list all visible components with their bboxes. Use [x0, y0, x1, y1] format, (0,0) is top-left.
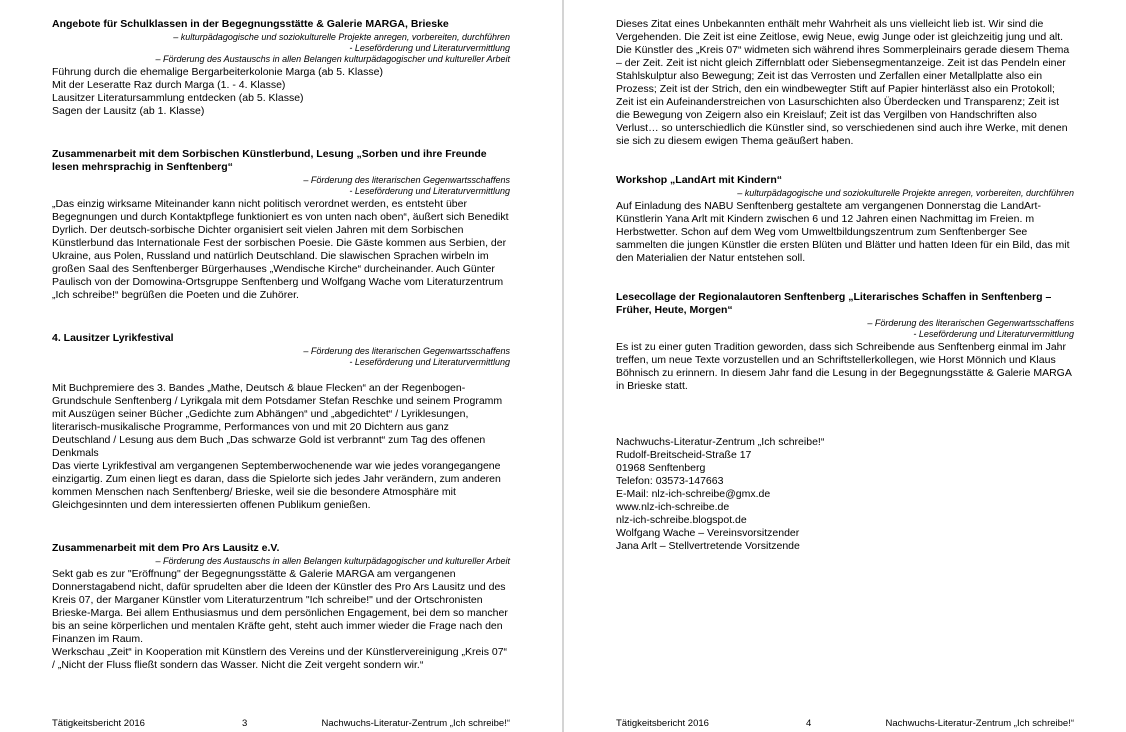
- section-heading: 4. Lausitzer Lyrikfestival: [52, 332, 174, 344]
- section-body: Sekt gab es zur "Eröffnung" der Begegnungsstätte & Galerie MARGA am vergangenen Donnerstagabend nicht, dafür sprudelten aber die Ideen der Künstler des Pro Ars Lausitz und des Kreis 07, der Marganer Künstler vom Literaturzentrum "Ich schreibe!" und der Ortschronisten Brieske-Marga. Bei allem Enthusiasmus und dem persönlichen Engagement, bei dem so mancher bis an seine körperlichen und mentalen Kräfte geht, steht auch immer wieder die Frage nach den Finanzen im Raum.: [52, 568, 508, 645]
- section-body-2: Werkschau „Zeit“ in Kooperation mit Künstlern des Vereins und der Künstlervereinigung „Kreis 07“ / „Nicht der Fluss fließt sondern das Wasser. Nicht die Zeit vergeht sondern wir.“: [52, 646, 508, 671]
- tag-line: – Förderung des literarischen Gegenwartsschaffens: [867, 318, 1074, 328]
- tag-line: - Leseförderung und Literaturvermittlung: [913, 329, 1074, 339]
- tag-line: - Leseförderung und Literaturvermittlung: [349, 186, 510, 196]
- footer-organization: Nachwuchs-Literatur-Zentrum „Ich schreibe!“: [321, 718, 510, 729]
- tag-list: [616, 318, 1074, 340]
- section-sorbian-reading: [52, 148, 510, 302]
- tag-line: – Förderung des Austauschs in allen Belangen kulturpädagogischer und kultureller Arbeit: [155, 54, 510, 64]
- contact-vice-chair: Jana Arlt – Stellvertretende Vorsitzende: [616, 540, 800, 552]
- intro-paragraph: Dieses Zitat eines Unbekannten enthält mehr Wahrheit als uns vielleicht lieb ist. Wir sind die Vergehenden. Die Zeit ist eine Zeitlose, ewig Neue, ewig Junge oder ist gleichzeitig jung und alt. Die Künstler des „Kreis 07“ widmeten sich während ihres Sommerpleinairs gerade diesem Thema – der Zeit. Zeit ist nicht gleich Ziffernblatt oder Siebensegmentanzeige. Zeit ist das Pendeln einer Stahlskulptur also Bewegung; Zeit ist das Verrosten und Zerfallen einer Metallplatte also ein Prozess; Zeit ist der Strich, den ein windbewegter Stift auf Papier hinterlässt also ein Protokoll; Zeit ist ein Aufeinanderstreichen von Lasurschichten also Überdecken und Transparenz; Zeit ist die Bewegung von Zeigern also ein Kreislauf; Zeit ist das Vergilben von Handschriften also Verlust… so unterschiedlich die Künstler sind, so verschiedenen sind auch ihre Werke, mit denen sie sich zu diesem ewigen Thema geäußert haben.: [616, 18, 1070, 147]
- section-reading-collage: [616, 291, 1074, 393]
- tag-list: [52, 32, 510, 65]
- section-body: Mit Buchpremiere des 3. Bandes „Mathe, Deutsch & blaue Flecken“ an der Regenbogen-Grundschule Senftenberg / Lyrikgala mit dem Potsdamer Stefan Reschke und seinem Programm mit Auszügen seiner Bücher „Gedichte zum Abhängen“ und „abgedichtet“ / Lyriklesungen, literarisch-musikalische Programme, Performances von und mit 20 Dichtern aus ganz Deutschland / Lesung aus dem Buch „Das schwarze Gold ist verbrannt“ zum Tag des offenen Denkmals: [52, 382, 503, 459]
- contact-phone: Telefon: 03573-147663: [616, 475, 724, 487]
- contact-website: www.nlz-ich-schreibe.de: [616, 501, 730, 513]
- contact-street: Rudolf-Breitscheid-Straße 17: [616, 449, 752, 461]
- tag-line: – kulturpädagogische und soziokulturelle Projekte anregen, vorbereiten, durchführen: [173, 32, 510, 42]
- tag-line: – kulturpädagogische und soziokulturelle Projekte anregen, vorbereiten, durchführen: [737, 188, 1074, 198]
- list-item: Sagen der Lausitz (ab 1. Klasse): [52, 105, 205, 117]
- section-heading: Lesecollage der Regionalautoren Senftenberg „Literarisches Schaffen in Senftenberg – Früher, Heute, Morgen“: [616, 291, 1052, 316]
- footer-page-number: 4: [806, 718, 812, 729]
- section-heading: Zusammenarbeit mit dem Sorbischen Künstlerbund, Lesung „Sorben und ihre Freunde lesen mehrsprachig in Senftenberg“: [52, 148, 487, 173]
- list-item: Mit der Leseratte Raz durch Marga (1. - 4. Klasse): [52, 79, 286, 91]
- tag-line: - Leseförderung und Literaturvermittlung: [349, 357, 510, 367]
- page-3: [0, 0, 562, 732]
- section-heading: Zusammenarbeit mit dem Pro Ars Lausitz e.V.: [52, 542, 280, 554]
- tag-list: [52, 175, 510, 197]
- tag-line: - Leseförderung und Literaturvermittlung: [349, 43, 510, 53]
- section-lyric-festival: [52, 332, 510, 512]
- contact-organization: Nachwuchs-Literatur-Zentrum „Ich schreibe!“: [616, 436, 825, 448]
- tag-list: [52, 346, 510, 368]
- page-4: [564, 0, 1126, 732]
- contact-email: E-Mail: nlz-ich-schreibe@gmx.de: [616, 488, 771, 500]
- tag-line: – Förderung des literarischen Gegenwartsschaffens: [303, 175, 510, 185]
- section-school-offers: [52, 18, 510, 118]
- section-landart-workshop: [616, 174, 1074, 265]
- contact-chair: Wolfgang Wache – Vereinsvorsitzender: [616, 527, 800, 539]
- footer-report-title: Tätigkeitsbericht 2016: [616, 718, 709, 729]
- contact-block: [616, 436, 1074, 553]
- list-item: Führung durch die ehemalige Bergarbeiterkolonie Marga (ab 5. Klasse): [52, 66, 383, 78]
- contact-city: 01968 Senftenberg: [616, 462, 706, 474]
- tag-line: – Förderung des literarischen Gegenwartsschaffens: [303, 346, 510, 356]
- list-item: Lausitzer Literatursammlung entdecken (ab 5. Klasse): [52, 92, 304, 104]
- section-heading: Angebote für Schulklassen in der Begegnungsstätte & Galerie MARGA, Brieske: [52, 18, 449, 30]
- footer-organization: Nachwuchs-Literatur-Zentrum „Ich schreibe!“: [885, 718, 1074, 729]
- contact-blog: nlz-ich-schreibe.blogspot.de: [616, 514, 747, 526]
- section-body-2: Das vierte Lyrikfestival am vergangenen Septemberwochenende war wie jedes vorangegangene einzigartig. Zum einen liegt es daran, dass die Spielorte sich jedes Jahr verändern, zum anderen kommen Menschen nach Senftenberg/ Brieske, weil sie die besondere Atmosphäre mit Gleichgesinnten und dem interessierten offenen Publikum genießen.: [52, 460, 501, 511]
- footer-page-number: 3: [242, 718, 248, 729]
- section-body: Auf Einladung des NABU Senftenberg gestaltete am vergangenen Donnerstag die LandArt-Künstlerin Yana Arlt mit Kindern zwischen 6 und 12 Jahren einen Nachmittag im Freien. m Herbstwetter. Schon auf dem Weg vom Umweltbildungszentrum zum Senftenberger See sammelten die jungen Künstler die ersten Blüten und Blätter und hatten Ideen für ein Bild, das mit den Materialien der Natur entstehen soll.: [616, 200, 1070, 264]
- tag-list: [52, 556, 510, 567]
- tag-list: [616, 188, 1074, 199]
- footer-report-title: Tätigkeitsbericht 2016: [52, 718, 145, 729]
- section-pro-ars: [52, 542, 510, 672]
- section-body: „Das einzig wirksame Miteinander kann nicht politisch verordnet werden, es entsteht über Begegnungen und durch Kontaktpflege funktioniert es von unten nach oben“, äußert sich Benedikt Dyrlich. Der deutsch-sorbische Dichter organisiert seit vielen Jahren mit dem Sorbischen Künstlerbund das Internationale Fest der sorbischen Poesie. Die Gäste kommen aus Serbien, der Ukraine, aus Polen, Russland und natürlich Deutschland. Die slawischen Sprachen wirbeln im großen Saal des Senftenberger Bürgerhauses „Wendische Kirche“ durcheinander. Auch Günter Paulisch von der Domowina-Ortsgruppe Senftenberg und Wolfgang Wache vom Literaturzentrum „Ich schreibe!“ begrüßen die Poeten und die Zuhörer.: [52, 198, 509, 301]
- section-body: Es ist zu einer guten Tradition geworden, dass sich Schreibende aus Senftenberg einmal im Jahr treffen, um neue Texte vorzustellen und an Schriftstellerkollegen, wie Horst Mönnich und Klaus Böhnisch zu erinnern. In diesem Jahr fand die Lesung in der Begegnungsstätte & Galerie MARGA in Brieske statt.: [616, 341, 1072, 392]
- section-heading: Workshop „LandArt mit Kindern“: [616, 174, 783, 186]
- tag-line: – Förderung des Austauschs in allen Belangen kulturpädagogischer und kultureller Arbeit: [155, 556, 510, 566]
